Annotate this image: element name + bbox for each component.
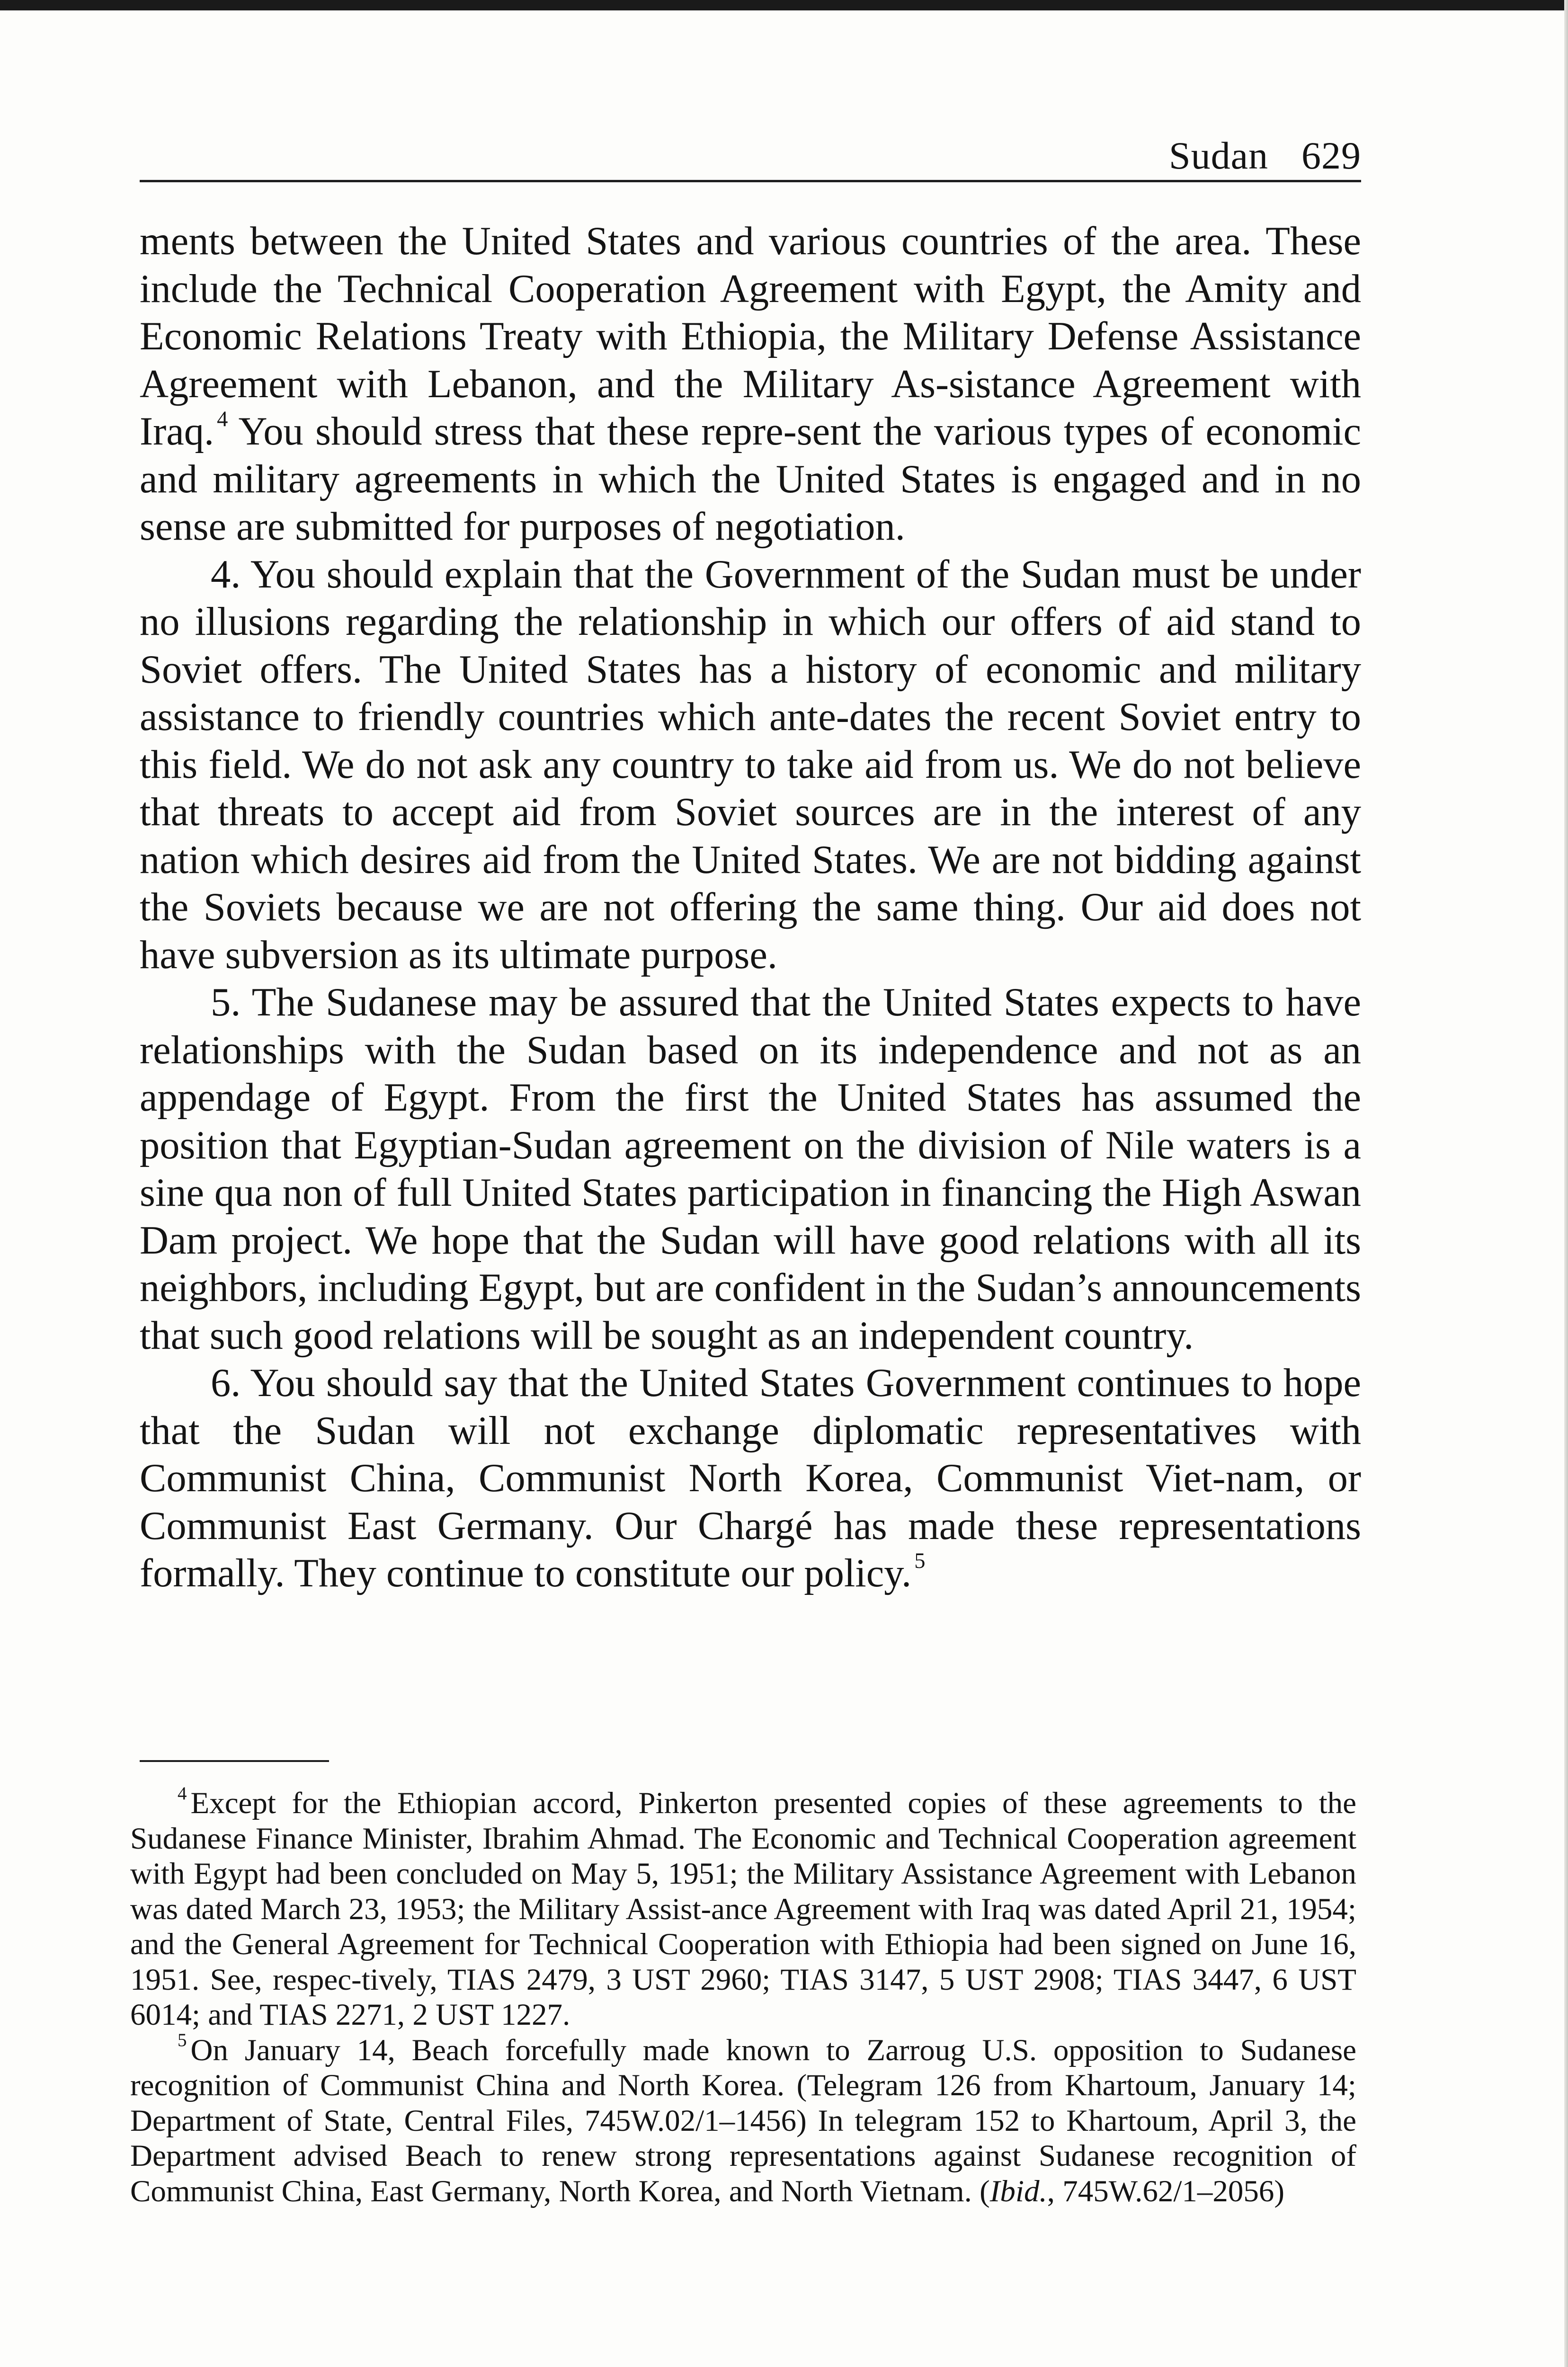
footnote-divider (140, 1760, 329, 1762)
page-number: 629 (1301, 134, 1361, 177)
footnote-text: Except for the Ethiopian accord, Pinkerton presented copies of these agreements to the Sudanese Finance Minister, Ibrahim Ahmad. The Economic and Technical Cooperation agreement with Egypt had been concluded on May 5, 1951; the Military Assistance Agreement with Lebanon was dated March 23, 1953; the Military Assist-ance Agreement with Iraq was dated April 21, 1954; and the General Agreement for Technical Cooperation with Ethiopia had been signed on June 16, 1951. See, respec-tively, TIAS 2479, 3 UST 2960; TIAS 3147, 5 UST 2908; TIAS 3447, 6 UST 6014; and TIAS 2271, 2 UST 1227. (130, 1786, 1356, 2032)
body-text (140, 218, 1361, 1598)
footnote-5 (130, 2030, 1356, 2209)
paragraph-text: ments between the United States and various countries of the area. These include the Technical Cooperation Agreement with Egypt, the Amity and Economic Relations Treaty with Ethiopia, the Military Defense Assistance Agreement with Lebanon, and the Military As-sistance Agreement with Iraq. (140, 219, 1361, 454)
footnote-marker: 5 (178, 2030, 187, 2051)
ibid-citation: Ibid. (989, 2174, 1047, 2208)
footnote-text: On January 14, Beach forcefully made known to Zarroug U.S. opposition to Sudanese recognition of Communist China and North Korea. (Telegram 126 from Khartoum, January 14; Department of State, Central Files, 745W.02/1–1456) In telegram 152 to Khartoum, April 3, the Department advised Beach to renew strong representations against Sudanese recognition of Communist China, East Germany, North Korea, and North Vietnam. ( (130, 2033, 1356, 2208)
footnote-marker: 4 (178, 1783, 187, 1804)
footnote-text-end: , 745W.62/1–2056) (1047, 2174, 1285, 2208)
section-title: Sudan (1169, 134, 1268, 177)
paragraph-continued (140, 218, 1361, 551)
paragraph-4: 4. You should explain that the Government of the Sudan must be under no illusions regarding the relationship in which our offers of aid stand to Soviet offers. The United States has a history of economic and military assistance to friendly countries which ante-dates the recent Soviet entry to this field. We do not ask any country to take aid from us. We do not believe that threats to accept aid from Soviet sources are in the interest of any nation which desires aid from the United States. We are not bidding against the Soviets because we are not offering the same thing. Our aid does not have subversion as its ultimate purpose. (140, 552, 1361, 977)
footnotes (130, 1783, 1356, 2209)
paragraph-text: 6. You should say that the United States Government continues to hope that the Sudan will not exchange diplomatic representatives with Communist China, Communist North Korea, Communist Viet-nam, or Communist East Germany. Our Chargé has made these representations formally. They continue to constitute our policy. (140, 1361, 1361, 1595)
document-page (130, 0, 1361, 2367)
paragraph-6 (140, 1360, 1361, 1598)
paragraph-5: 5. The Sudanese may be assured that the United States expects to have relationships with the Sudan based on its independence and not as an appendage of Egypt. From the first the United States has assumed the position that Egyptian-Sudan agreement on the division of Nile waters is a sine qua non of full United States participation in financing the High Aswan Dam project. We hope that the Sudan will have good relations with all its neighbors, including Egypt, but are confident in the Sudan’s announcements that such good relations will be sought as an independent country. (140, 980, 1361, 1358)
footnote-ref-4[interactable]: 4 (217, 407, 228, 431)
scan-right-edge (1564, 0, 1568, 2367)
footnote-4 (130, 1783, 1356, 2033)
paragraph-text: You should stress that these repre-sent the various types of economic and military agreements in which the United States is engaged and in no sense are submitted for purposes of negotiation. (140, 409, 1361, 549)
footnote-ref-5[interactable]: 5 (914, 1548, 926, 1573)
running-header (140, 135, 1361, 182)
running-head (1169, 134, 1361, 177)
